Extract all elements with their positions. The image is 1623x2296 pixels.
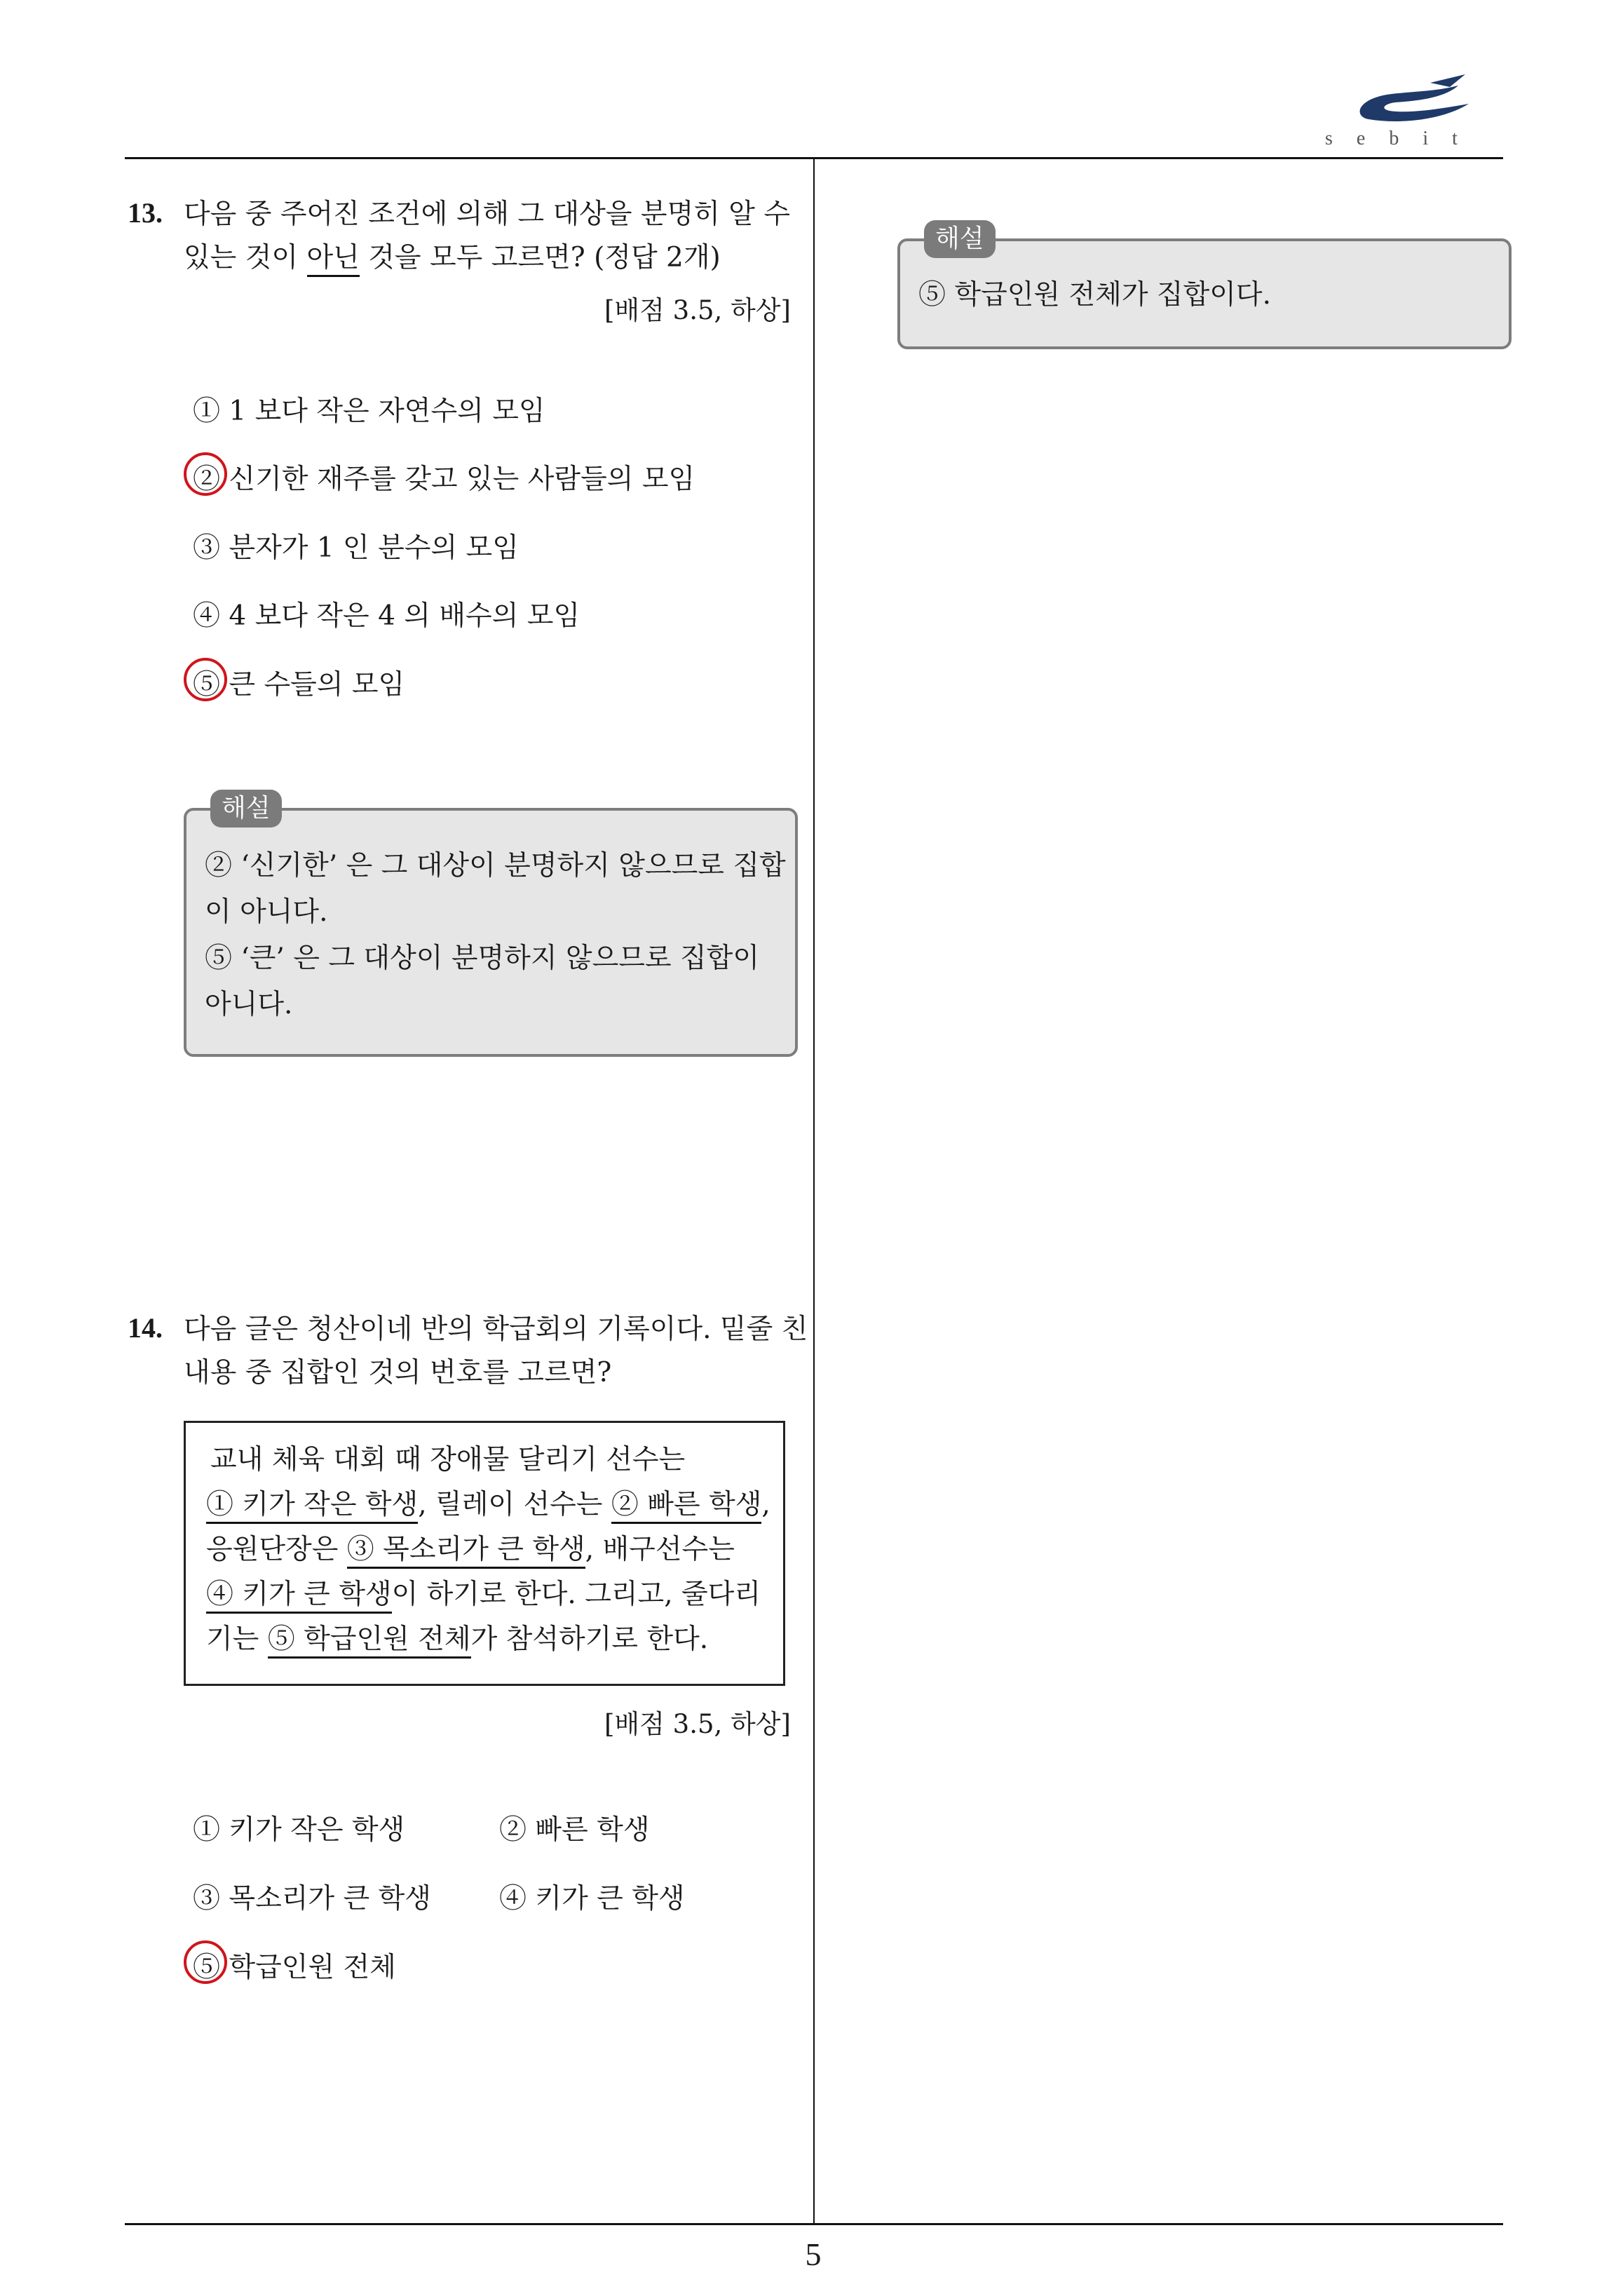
q13-stem-line1: 다음 중 주어진 조건에 의해 그 대상을 분명히 알 수: [184, 198, 791, 230]
q13-stem-line2: 있는 것이 아닌 것을 모두 고르면? (정답 2개): [184, 236, 721, 280]
q14-choice-3[interactable]: ③ 목소리가 큰 학생: [193, 1883, 431, 1915]
q14-explanation-label: 해설: [924, 220, 996, 258]
q13-score: [배점 3.5, 하상]: [604, 295, 791, 325]
q14-passage-line5: 기는 ⑤ 학급인원 전체가 참석하기로 한다.: [206, 1617, 708, 1662]
q13-choice-1[interactable]: ① 1 보다 작은 자연수의 모임: [193, 396, 545, 427]
q14-number: 14.: [128, 1312, 163, 1344]
column-divider: [813, 159, 815, 2223]
q13-answer-circle-5: [184, 658, 227, 701]
page-number: 5: [805, 2236, 822, 2272]
q13-explanation-line1: ② ‘신기한’ 은 그 대상이 분명하지 않으므로 집합: [205, 850, 786, 882]
q13-choice-5[interactable]: ⑤ 큰 수들의 모임: [193, 669, 405, 701]
q13-number: 13.: [128, 197, 163, 229]
footer-rule: [125, 2223, 1503, 2225]
q13-explanation-line3: ⑤ ‘큰’ 은 그 대상이 분명하지 않으므로 집합이: [205, 943, 760, 974]
q13-choice-3[interactable]: ③ 분자가 1 인 분수의 모임: [193, 532, 519, 564]
q14-choice-1[interactable]: ① 키가 작은 학생: [193, 1814, 405, 1846]
q13-choice-2[interactable]: ② 신기한 재주를 갖고 있는 사람들의 모임: [193, 464, 695, 495]
q14-explanation-text: ⑤ 학급인원 전체가 집합이다.: [918, 279, 1272, 311]
q14-stem-line2: 내용 중 집합인 것의 번호를 고르면?: [184, 1357, 612, 1389]
q14-stem-line1: 다음 글은 청산이네 반의 학급회의 기록이다. 밑줄 친: [184, 1314, 808, 1345]
sebit-logo: [1325, 70, 1507, 154]
q13-answer-circle-2: [184, 452, 227, 496]
q14-passage-line4: ④ 키가 큰 학생이 하기로 한다. 그리고, 줄다리: [206, 1572, 761, 1617]
q13-explanation-line4: 아니다.: [205, 989, 293, 1020]
q13-choice-4[interactable]: ④ 4 보다 작은 4 의 배수의 모임: [193, 600, 580, 632]
q14-passage-line3: 응원단장은 ③ 목소리가 큰 학생, 배구선수는: [206, 1527, 735, 1572]
q13-explanation-label: 해설: [210, 790, 282, 828]
q14-score: [배점 3.5, 하상]: [604, 1709, 791, 1739]
sebit-logo-mark: [1325, 70, 1507, 133]
logo-text: sebit: [1325, 128, 1481, 149]
q14-passage-line2: ① 키가 작은 학생, 릴레이 선수는 ② 빠른 학생,: [206, 1483, 770, 1527]
q14-choice-2[interactable]: ② 빠른 학생: [499, 1814, 650, 1846]
q13-explanation-line2: 이 아니다.: [205, 896, 328, 928]
q13-emphasis: 아닌: [307, 242, 360, 277]
q14-choice-5[interactable]: ⑤ 학급인원 전체: [193, 1952, 396, 1983]
q14-choice-4[interactable]: ④ 키가 큰 학생: [499, 1883, 685, 1915]
q14-answer-circle-5: [184, 1940, 227, 1984]
q14-passage-line1: 교내 체육 대회 때 장애물 달리기 선수는: [210, 1444, 686, 1475]
